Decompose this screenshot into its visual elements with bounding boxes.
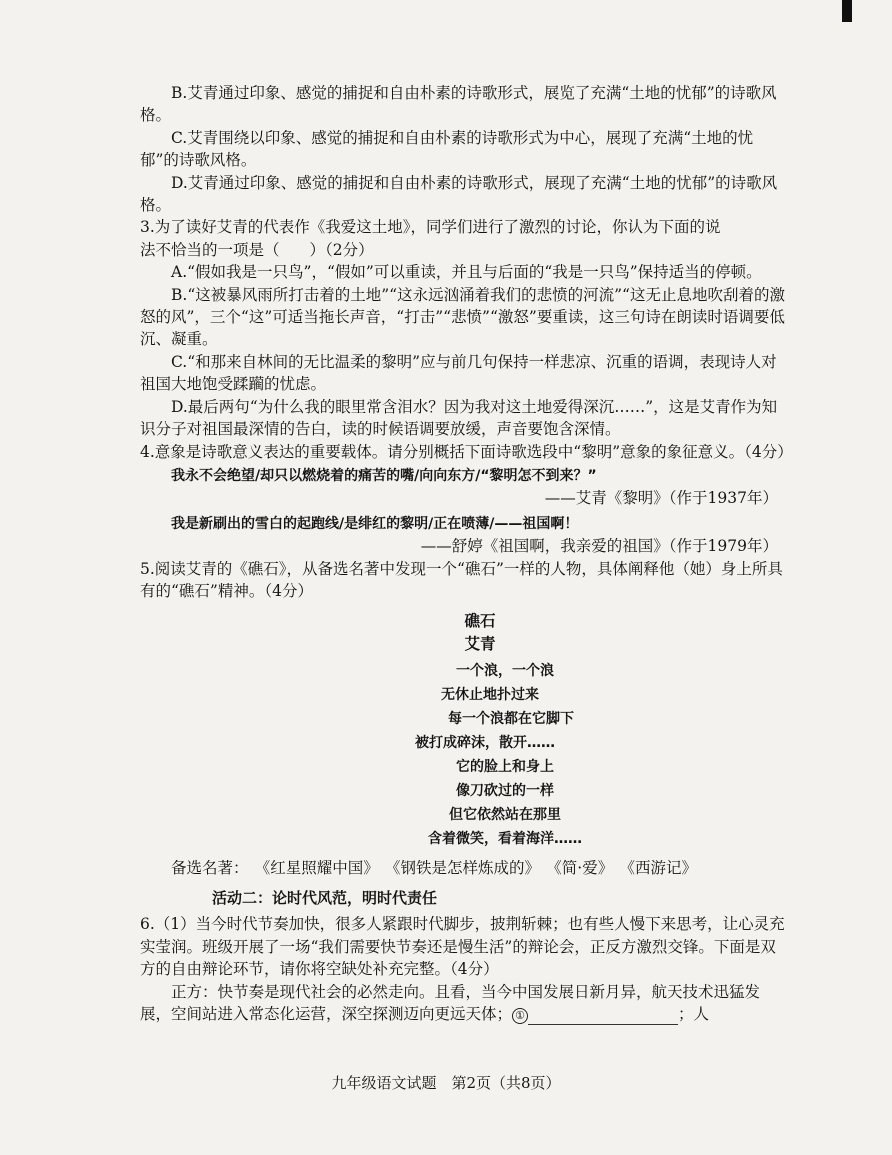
q4-quote-a: 我永不会绝望/却只以燃烧着的痛苦的嘴/向向东方/“黎明怎不到来？”: [171, 467, 597, 484]
q3-stem-line2: [140, 239, 790, 261]
q6-pro-text-end: ；人: [678, 1004, 710, 1023]
q3-stem-part-a: 法不恰当的一项是（: [140, 240, 280, 259]
q3-option-d: D.最后两句“为什么我的眼里常含泪水？因为我对这土地爱得深沉……”，这是艾青作为知识分子对祖国最深情的告白，读的时候语调要放缓，声音要饱含深情。: [140, 397, 778, 439]
poem-line: 但它依然站在那里: [449, 806, 561, 823]
page-content: [140, 82, 793, 1025]
q2-option-d: D.艾青通过印象、感觉的捕捉和自由朴素的诗歌形式，展现了充满“土地的忧郁”的诗歌风格。: [140, 173, 778, 215]
book-title: 《红星照耀中国》: [262, 858, 379, 877]
candidate-books: [140, 857, 790, 879]
poem-line: 一个浪，一个浪: [456, 662, 554, 679]
poem-line: 每一个浪都在它脚下: [448, 710, 574, 727]
q3-option-c: C.“和那来自林间的无比温柔的黎明”应与前几句保持一样悲凉、沉重的语调，表现诗人对祖国大地饱受蹂躏的忧虑。: [140, 352, 777, 394]
q4-attribution-b: ——舒婷《祖国啊，我亲爱的祖国》（作于1979年）: [420, 537, 778, 556]
poem-author: 艾青: [464, 633, 496, 653]
q6-pro-argument: [140, 981, 790, 1026]
q6-pro-text: 正方：快节奏是现代社会的必然走向。且看，当今中国发展日新月异，航天技术迅猛发展，空间站进入常态化运营，深空探测迈向更远天体；: [140, 982, 761, 1023]
poem-line: 被打成碎沫，散开……: [415, 734, 555, 751]
poem-line: 它的脸上和身上: [456, 758, 554, 775]
q4-quote-b: 我是新刷出的雪白的起跑线/是绯红的黎明/正在喷薄/——祖国啊！: [171, 516, 579, 533]
blank-number-1: ①: [512, 1008, 528, 1024]
q2-option-c: C.艾青围绕以印象、感觉的捕捉和自由朴素的诗歌形式为中心，展现了充满“土地的忧郁”的诗歌风格。: [140, 128, 754, 170]
q3-stem-part-b: ）（2分）: [309, 240, 374, 259]
q3-stem-line1: 3.为了读好艾青的代表作《我爱这土地》，同学们进行了激烈的讨论，你认为下面的说: [140, 218, 721, 237]
q5-stem: 5.阅读艾青的《礁石》，从备选名著中发现一个“礁石”一样的人物，具体阐释他（她）身上所具有的“礁石”精神。（4分）: [140, 559, 783, 601]
q3-option-a: A.“假如我是一只鸟”，“假如”可以重读，并且与后面的“我是一只鸟”保持适当的停顿。: [171, 263, 762, 282]
poem-body: [140, 659, 790, 851]
activity-heading: 活动二：论时代风范，明时代责任: [212, 888, 438, 907]
q2-option-b: B.艾青通过印象、感觉的捕捉和自由朴素的诗歌形式，展览了充满“土地的忧郁”的诗歌风格。: [140, 84, 777, 125]
poem-line: 无休止地扑过来: [441, 686, 539, 703]
book-title: 《西游记》: [627, 858, 697, 877]
scan-corner-mark: [842, 0, 852, 22]
q4-attribution-a: ——艾青《黎明》（作于1937年）: [544, 488, 778, 507]
book-title: 《钢铁是怎样炼成的》: [392, 858, 541, 877]
q4-stem: 4.意象是诗歌意义表达的重要载体。请分别概括下面诗歌选段中“黎明”意象的象征意义。（4分）: [140, 442, 793, 461]
poem-line: 含着微笑，看着海洋……: [428, 830, 582, 847]
poem-title: 礁石: [464, 610, 496, 630]
q6-fill-blank-1[interactable]: [528, 1010, 678, 1025]
q3-option-b: B.“这被暴风雨所打击着的土地”“这永远汹涌着我们的悲愤的河流”“这无止息地吹刮着的激怒的风”，三个“这”可适当拖长声音，“打击”“悲愤”“激怒”要重读，这三句诗在朗读时语调要低沉、凝重。: [140, 285, 785, 349]
book-title: 《简·爱》: [554, 858, 614, 877]
page-footer: 九年级语文试题 第2页（共8页）: [331, 1074, 561, 1092]
q6-stem: 6.（1）当今时代节奏加快，很多人紧跟时代脚步，披荆斩棘；也有些人慢下来思考，让心灵充实莹润。班级开展了一场“我们需要快节奏还是慢生活”的辩论会，正反方激烈交锋。下面是双方的自由辩论环节，请你将空缺处补充完整。（4分）: [140, 915, 785, 979]
poem-line: 像刀砍过的一样: [456, 782, 554, 799]
books-label: 备选名著：: [171, 858, 249, 877]
